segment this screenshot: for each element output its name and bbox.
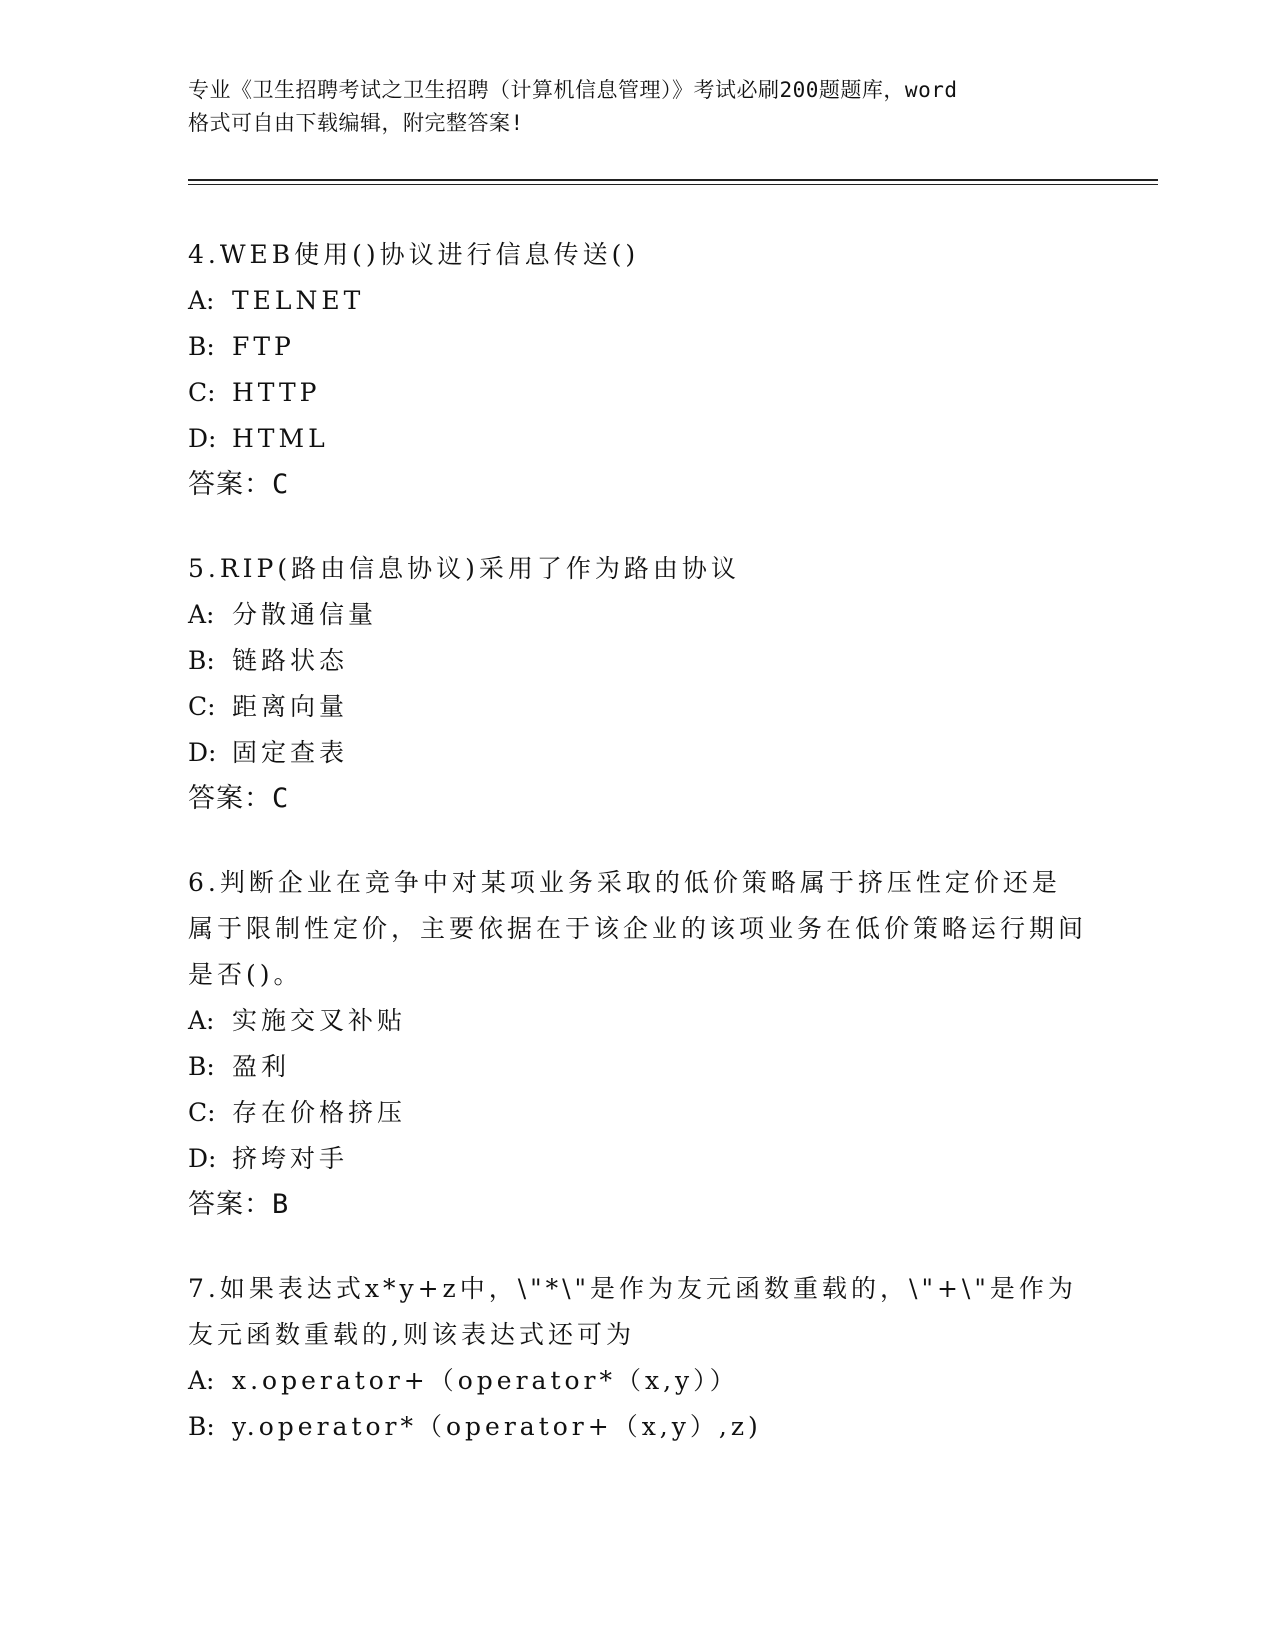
header-line-1: 专业《卫生招聘考试之卫生招聘（计算机信息管理）》考试必刷200题题库，word [188, 78, 958, 102]
option-text: TELNET [232, 286, 365, 315]
question-5 [188, 546, 1088, 822]
option-letter: A: [188, 600, 215, 629]
option-letter: C: [188, 378, 216, 407]
question-text: 4.WEB使用()协议进行信息传送() [188, 240, 640, 269]
option-b [188, 638, 1088, 684]
option-letter: A: [188, 286, 215, 315]
option-a [188, 1358, 1088, 1404]
option-letter: C: [188, 692, 216, 721]
option-letter: B: [188, 332, 215, 361]
question-list [188, 232, 1088, 1488]
question-7 [188, 1266, 1088, 1450]
option-text: HTTP [232, 378, 321, 407]
option-b [188, 324, 1088, 370]
answer-value: C [272, 469, 290, 500]
header-line-2: 格式可自由下载编辑，附完整答案! [188, 111, 524, 135]
option-text: 存在价格挤压 [232, 1098, 407, 1127]
option-letter: A: [188, 1006, 215, 1035]
answer-value: C [272, 783, 290, 814]
option-text: y.operator*（operator+（x,y）,z) [232, 1412, 762, 1441]
header-divider-thin [188, 184, 1158, 185]
option-text: 挤垮对手 [232, 1144, 349, 1173]
question-4 [188, 232, 1088, 508]
option-letter: C: [188, 1098, 216, 1127]
option-letter: B: [188, 1052, 215, 1081]
question-text: 6.判断企业在竞争中对某项业务采取的低价策略属于挤压性定价还是属于限制性定价，主要依据在于该企业的该项业务在低价策略运行期间是否()。 [188, 868, 1088, 989]
question-6 [188, 860, 1088, 1228]
question-text: 5.RIP(路由信息协议)采用了作为路由协议 [188, 554, 740, 583]
answer-label: 答案： [188, 783, 272, 814]
option-text: 链路状态 [232, 646, 349, 675]
answer-label: 答案： [188, 1189, 272, 1220]
option-letter: B: [188, 646, 215, 675]
question-text: 7.如果表达式x*y+z中，\"*\"是作为友元函数重载的，\"+\"是作为友元函数重载的,则该表达式还可为 [188, 1274, 1077, 1349]
document-header [188, 74, 1088, 140]
option-text: HTML [232, 424, 329, 453]
option-text: 实施交叉补贴 [232, 1006, 407, 1035]
option-letter: D: [188, 1144, 217, 1173]
answer-value: B [272, 1189, 290, 1220]
option-c [188, 1090, 1088, 1136]
option-text: FTP [232, 332, 295, 361]
answer-label: 答案： [188, 469, 272, 500]
option-letter: D: [188, 738, 217, 767]
option-letter: B: [188, 1412, 215, 1441]
option-d [188, 1136, 1088, 1182]
option-text: 固定查表 [232, 738, 349, 767]
option-b [188, 1044, 1088, 1090]
answer-line [188, 1182, 1088, 1228]
option-letter: D: [188, 424, 217, 453]
option-c [188, 684, 1088, 730]
option-a [188, 278, 1088, 324]
option-a [188, 998, 1088, 1044]
option-b [188, 1404, 1088, 1450]
option-a [188, 592, 1088, 638]
option-c [188, 370, 1088, 416]
option-text: 距离向量 [232, 692, 349, 721]
option-d [188, 730, 1088, 776]
answer-line [188, 462, 1088, 508]
option-text: x.operator+（operator*（x,y）） [232, 1366, 739, 1395]
header-divider-thick [188, 179, 1158, 181]
option-letter: A: [188, 1366, 215, 1395]
option-text: 分散通信量 [232, 600, 378, 629]
option-text: 盈利 [232, 1052, 291, 1081]
answer-line [188, 776, 1088, 822]
option-d [188, 416, 1088, 462]
